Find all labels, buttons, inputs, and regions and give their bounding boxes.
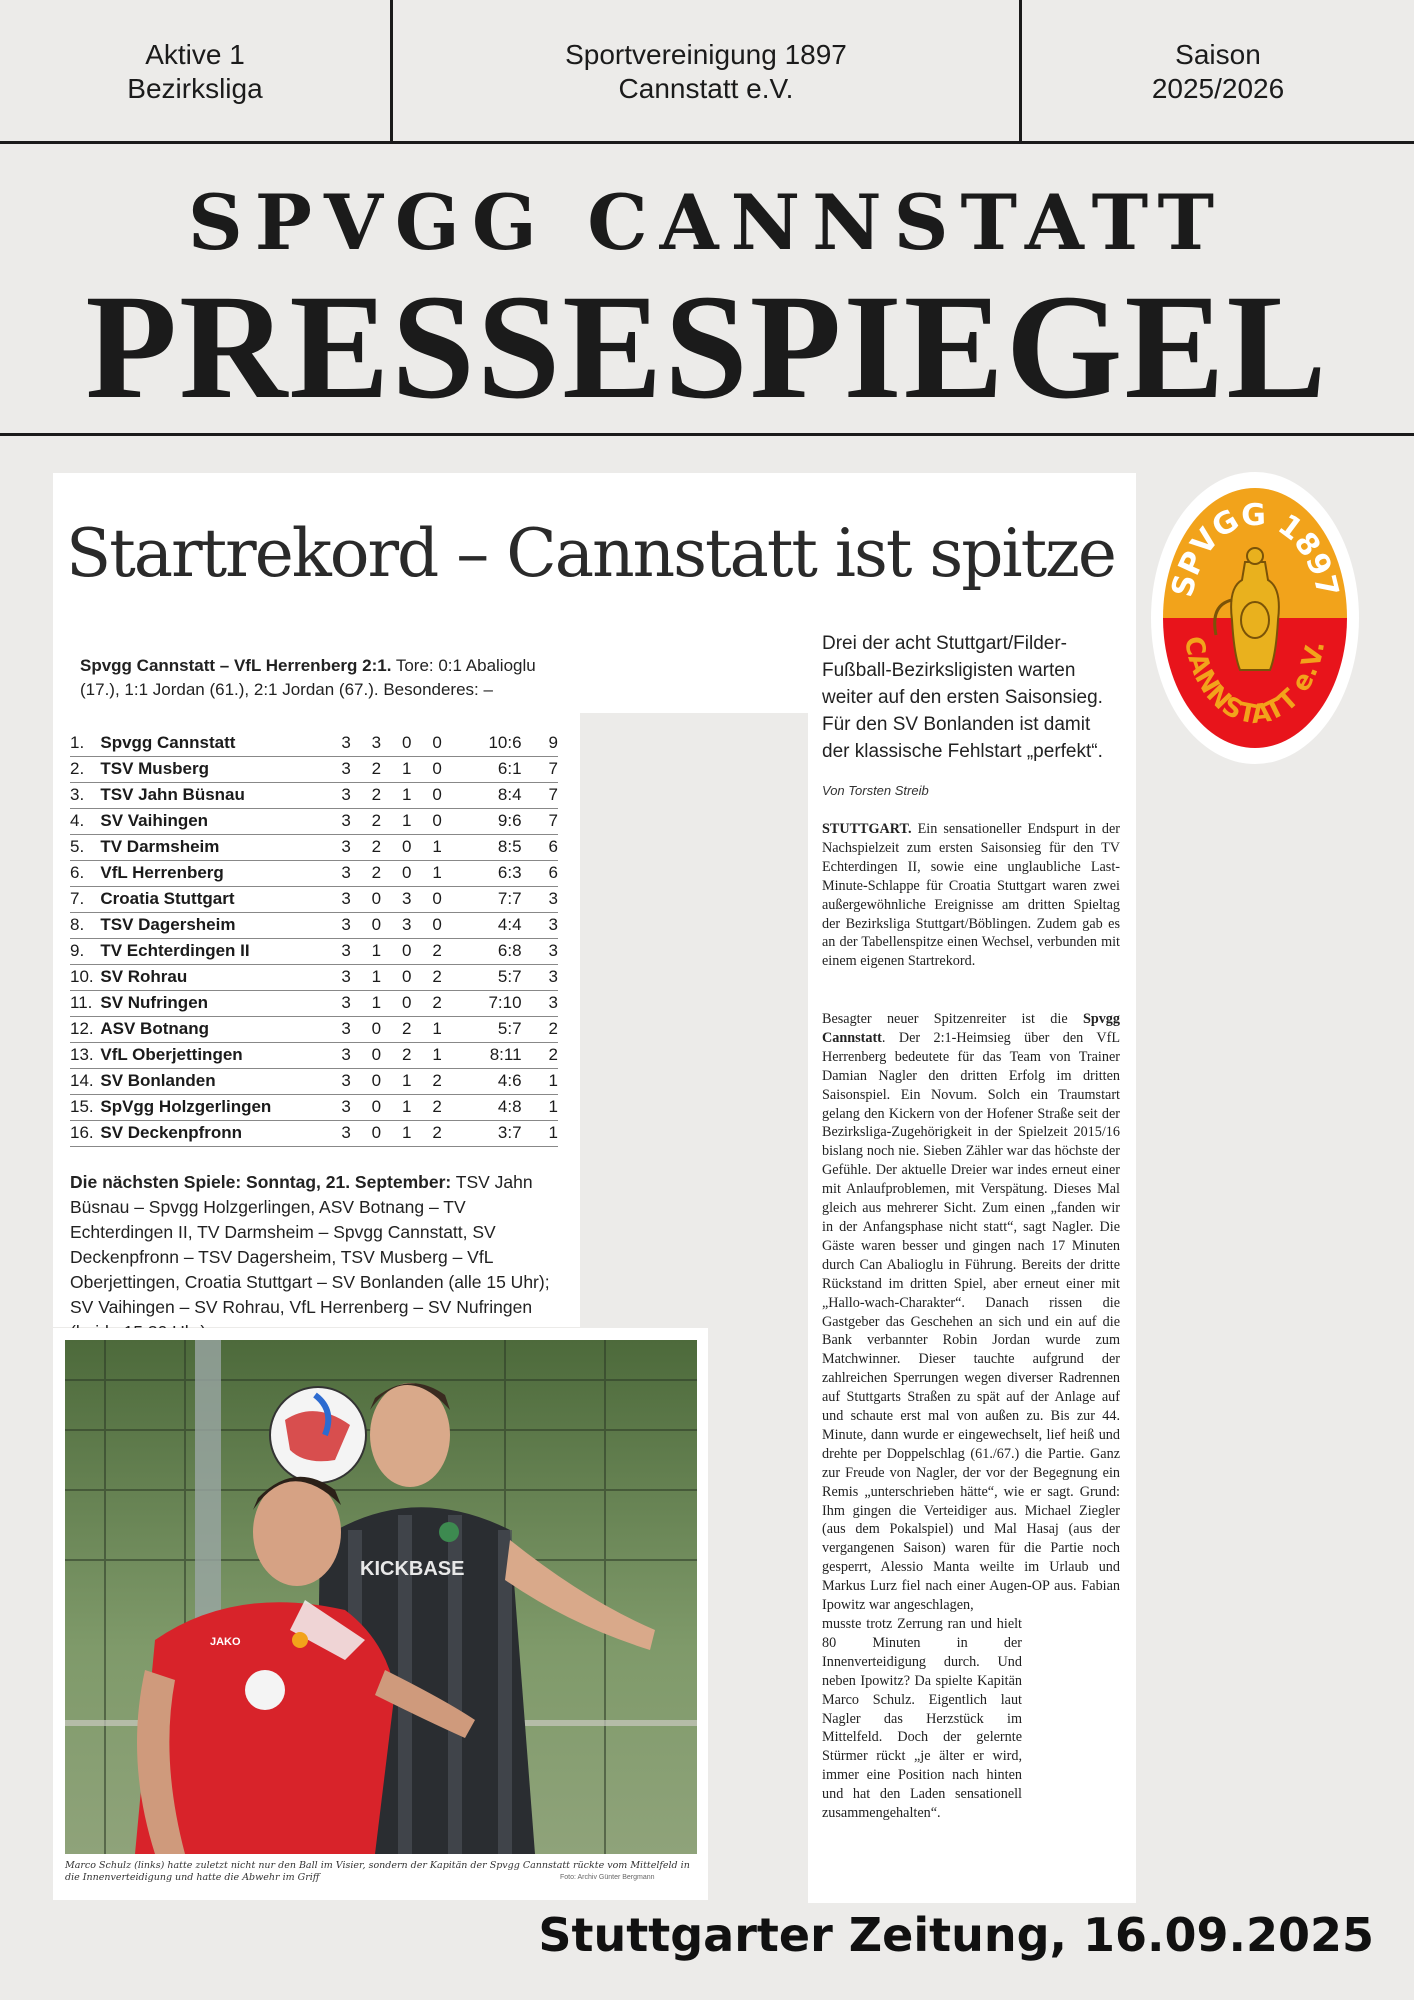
badge-top-text: SPVGG 1897 [1165,497,1345,601]
standing-wins: 0 [372,1120,402,1146]
standing-draws: 3 [402,912,432,938]
standing-goals: 7:7 [463,886,528,912]
photo-credit: Foto: Archiv Günter Bergmann [560,1874,655,1881]
header-club-line2: Cannstatt e.V. [618,73,794,104]
divider [0,433,1414,436]
standing-goals: 6:1 [463,756,528,782]
standing-wins: 0 [372,912,402,938]
standing-team: Spvgg Cannstatt [100,730,341,756]
source-citation: Stuttgarter Zeitung, 16.09.2025 [538,1908,1374,1962]
standing-goals: 5:7 [463,964,528,990]
article-lede: Drei der acht Stuttgart/Filder-Fußball-Bezirksligisten warten weiter auf den ersten Saisonsieg. Für den SV Bonlanden ist damit der klassische Fehlstart „perfekt“. [822,633,1103,762]
standing-points: 3 [528,886,558,912]
table-row [70,1042,558,1068]
article-dateline: STUTTGART. [822,821,912,837]
standing-losses: 2 [432,1120,462,1146]
standing-wins: 0 [372,1016,402,1042]
standing-losses: 2 [432,1094,462,1120]
standing-team: SV Vaihingen [100,808,341,834]
standing-played: 3 [341,1016,371,1042]
standing-goals: 8:4 [463,782,528,808]
standing-played: 3 [341,1094,371,1120]
match-result [80,654,560,702]
standing-losses: 2 [432,990,462,1016]
table-row [70,990,558,1016]
header-season-line2: 2025/2026 [1151,73,1285,104]
header-season [1022,0,1414,144]
standing-wins: 0 [372,1042,402,1068]
standing-losses: 2 [432,964,462,990]
match-result-details: Tore: 0:1 Abalioglu (17.), 1:1 Jordan (61.), 2:1 Jordan (67.). Besonderes: – [80,656,536,699]
standing-points: 1 [528,1068,558,1094]
standing-goals: 8:5 [463,834,528,860]
standing-points: 6 [528,860,558,886]
standing-draws: 1 [402,782,432,808]
standing-draws: 0 [402,990,432,1016]
article-paragraph-1 [822,820,1120,971]
article-paragraph-2-b: . Der 2:1-Heimsieg über den VfL Herrenberg bedeutete für das Team von Trainer Damian Nagler den dritten Erfolg im dritten Saisonspiel. Ein Novum. Solch ein Traumstart gelang den Kickern von der Hofener Straße seit der Bezirksliga-Zugehörigkeit in der Spielzeit 2015/16 bislang noch nie. Sieben Zähler war das höchste der Gefühle. Der aktuelle Dreier war indes erneut einer mit Anlaufproblemen, mit Verspätung. Dieses Mal gleich aus mehrerer Sicht. Zum einen „fanden wir in der Anfangsphase nicht statt“, sagt Nagler. Die Gäste waren besser und gingen nach 17 Minuten durch Can Abalioglu in Führung. Bereits der dritte Rückstand im dritten Spiel, aber erneut einer mit „Hallo-wach-Charakter“. Danach rissen die Gastgeber das Geschehen an sich und ein auf die Bank verbannter Robin Jordan wurde zum Matchwinner. Dieser tauchte aufgrund der zahlreichen Sperrungen wegen diverser Radrennen auf Stuttgarts Straßen zu spät auf der Anlage auf und schaute erst mal von außen zu. Bis zur 44. Minute, dann wurde er eingewechselt, lief heiß und drehte per Doppelschlag (61./67.) die Partie. Ganz zur Freude von Nagler, der vor der Begegnung ein Remis „unterschrieben hätte“, wie er sagt. Grund: Ihm gingen die Verteidiger aus. Michael Ziegler (aus dem Pokalspiel) und Mal Hasaj (aus der vergangenen Saison) waren für die Partie noch gesperrt, Alessio Manta weilte im Urlaub und Markus Lurz fiel nach einer Augen-OP aus. Fabian Ipowitz war angeschlagen, [822,1029,1120,1614]
standing-team: SV Deckenpfronn [100,1120,341,1146]
standing-draws: 3 [402,886,432,912]
standing-wins: 0 [372,1094,402,1120]
standing-points: 2 [528,1016,558,1042]
standing-position: 5. [70,834,100,860]
shirt-sponsor-black: KICKBASE [360,1558,465,1580]
standing-draws: 0 [402,834,432,860]
standing-played: 3 [341,756,371,782]
standing-draws: 0 [402,860,432,886]
club-logo [1150,470,1360,766]
standing-wins: 3 [372,730,402,756]
standing-team: TSV Musberg [100,756,341,782]
standing-played: 3 [341,1120,371,1146]
standing-points: 6 [528,834,558,860]
standing-played: 3 [341,860,371,886]
table-row [70,782,558,808]
table-row [70,938,558,964]
standing-position: 13. [70,1042,100,1068]
standing-wins: 2 [372,834,402,860]
table-row [70,834,558,860]
standing-position: 15. [70,1094,100,1120]
standing-losses: 0 [432,782,462,808]
standing-team: SV Bonlanden [100,1068,341,1094]
table-row [70,808,558,834]
next-matches [70,1170,560,1345]
standing-goals: 9:6 [463,808,528,834]
standing-wins: 0 [372,1068,402,1094]
standing-points: 3 [528,912,558,938]
standing-draws: 0 [402,730,432,756]
standing-wins: 2 [372,782,402,808]
standing-played: 3 [341,964,371,990]
standing-draws: 1 [402,808,432,834]
header-club [390,0,1022,144]
standing-points: 9 [528,730,558,756]
standing-draws: 2 [402,1042,432,1068]
standing-wins: 1 [372,990,402,1016]
standing-draws: 1 [402,1120,432,1146]
match-result-teams: Spvgg Cannstatt – VfL Herrenberg 2:1. [80,656,392,675]
standing-position: 12. [70,1016,100,1042]
standing-losses: 1 [432,1042,462,1068]
table-row [70,730,558,756]
match-photo-illustration [65,1340,697,1854]
standing-losses: 1 [432,1016,462,1042]
standing-position: 1. [70,730,100,756]
standing-goals: 4:6 [463,1068,528,1094]
standing-position: 10. [70,964,100,990]
standing-position: 2. [70,756,100,782]
table-row [70,1016,558,1042]
standing-team: TSV Jahn Büsnau [100,782,341,808]
next-matches-list: TSV Jahn Büsnau – Spvgg Holzgerlingen, ASV Botnang – TV Echterdingen II, TV Darmsheim – Spvgg Cannstatt, SV Deckenpfronn – TSV Dagersheim, TSV Musberg – VfL Oberjettingen, Croatia Stuttgart – SV Bonlanden (alle 15 Uhr); SV Vaihingen – SV Rohrau, VfL Herrenberg – SV Nufringen [70,1172,550,1317]
standing-team: TSV Dagersheim [100,912,341,938]
next-matches-heading: Die nächsten Spiele: Sonntag, 21. September: [70,1172,452,1192]
standing-team: VfL Oberjettingen [100,1042,341,1068]
standing-team: TV Echterdingen II [100,938,341,964]
standing-played: 3 [341,938,371,964]
standing-team: SV Nufringen [100,990,341,1016]
table-row [70,886,558,912]
standing-position: 7. [70,886,100,912]
standing-losses: 0 [432,730,462,756]
standing-points: 7 [528,808,558,834]
standing-wins: 1 [372,964,402,990]
standing-losses: 0 [432,886,462,912]
standing-draws: 1 [402,1094,432,1120]
header-season-line1: Saison [1175,39,1261,70]
standing-position: 6. [70,860,100,886]
standing-draws: 1 [402,1068,432,1094]
standing-points: 2 [528,1042,558,1068]
article-paragraph-1-text: Ein sensationeller Endspurt in der Nachspielzeit zum ersten Saisonsieg für den TV Echterdingen II, sowie eine unglaubliche Last-Minute-Schlappe für Croatia Stuttgart waren zwei außergewöhnliche Ereignisse am dritten Spieltag der Bezirksliga Stuttgart/Böblingen. Zudem gab es an der Tabellenspitze einen Wechsel, verbunden mit einem eigenen Startrekord. [822,821,1120,970]
standing-played: 3 [341,834,371,860]
standing-draws: 2 [402,1016,432,1042]
table-row [70,912,558,938]
standing-played: 3 [341,730,371,756]
article-paragraph-2-narrow: musste trotz Zerrung ran und hielt 80 Minuten in der Innenverteidigung durch. Und neben Ipowitz? Da spielte Kapitän Marco Schulz. Eigentlich laut Nagler das Herzstück im Mittelfeld. Doch der gelernte Stürmer rückt „je älter er wird, immer eine Position nach hinten und hat den Laden sensationell zusammengehalten“. [822,1616,1022,1822]
standing-points: 3 [528,938,558,964]
article-paragraph-2-a: Besagter neuer Spitzenreiter ist die [822,1011,1083,1027]
standing-losses: 1 [432,834,462,860]
standing-goals: 6:3 [463,860,528,886]
standing-goals: 5:7 [463,1016,528,1042]
standing-position: 4. [70,808,100,834]
standing-goals: 6:8 [463,938,528,964]
standing-played: 3 [341,886,371,912]
standing-wins: 1 [372,938,402,964]
standings-table [70,730,558,1147]
standing-losses: 2 [432,938,462,964]
standing-points: 3 [528,964,558,990]
table-row [70,756,558,782]
standing-wins: 2 [372,756,402,782]
header-league-line2: Bezirksliga [127,73,263,104]
standing-team: SV Rohrau [100,964,341,990]
photo-caption: Marco Schulz (links) hatte zuletzt nicht nur den Ball im Visier, sondern der Kapitän der Spvgg Cannstatt rückte vom Mittelfeld in die Innenverteidigung und hatte die Abwehr im Griff [65,1860,690,1883]
page-title: PRESSESPIEGEL [85,264,1329,430]
standing-position: 16. [70,1120,100,1146]
standing-wins: 0 [372,886,402,912]
standing-position: 9. [70,938,100,964]
standing-played: 3 [341,912,371,938]
standing-played: 3 [341,1042,371,1068]
standing-goals: 8:11 [463,1042,528,1068]
standing-played: 3 [341,1068,371,1094]
header-league-line1: Aktive 1 [145,39,245,70]
standing-position: 3. [70,782,100,808]
standing-team: Croatia Stuttgart [100,886,341,912]
standing-losses: 0 [432,756,462,782]
standing-played: 3 [341,808,371,834]
standing-played: 3 [341,990,371,1016]
standing-draws: 0 [402,938,432,964]
match-photo [65,1340,697,1854]
standing-position: 14. [70,1068,100,1094]
standing-points: 7 [528,756,558,782]
standing-goals: 4:8 [463,1094,528,1120]
standing-team: VfL Herrenberg [100,860,341,886]
standing-position: 11. [70,990,100,1016]
football-icon [270,1387,366,1483]
standing-goals: 7:10 [463,990,528,1016]
table-row [70,1120,558,1146]
standing-points: 1 [528,1120,558,1146]
article-paragraph-2 [822,1010,1120,1823]
standing-team: SpVgg Holzgerlingen [100,1094,341,1120]
standing-wins: 2 [372,808,402,834]
standing-team: ASV Botnang [100,1016,341,1042]
table-row [70,1094,558,1120]
standing-losses: 0 [432,912,462,938]
table-row [70,964,558,990]
header-club-line1: Sportvereinigung 1897 [565,39,847,70]
standing-points: 3 [528,990,558,1016]
standing-goals: 10:6 [463,730,528,756]
kicker-title: SPVGG CANNSTATT [187,178,1227,267]
standing-played: 3 [341,782,371,808]
article-paragraph-2-bold: Spvgg Cannstatt [822,1011,1120,1046]
header-strip [0,0,1414,144]
standing-wins: 2 [372,860,402,886]
standing-points: 1 [528,1094,558,1120]
table-row [70,860,558,886]
standing-points: 7 [528,782,558,808]
standing-draws: 0 [402,964,432,990]
header-league [0,0,390,144]
standing-team: TV Darmsheim [100,834,341,860]
article-title: Startrekord – Cannstatt ist spitze [66,515,1115,592]
standing-losses: 0 [432,808,462,834]
badge-bottom-text: CANNSTATT e.V. [1178,634,1332,731]
standing-goals: 3:7 [463,1120,528,1146]
standing-losses: 1 [432,860,462,886]
standing-goals: 4:4 [463,912,528,938]
standing-draws: 1 [402,756,432,782]
standing-losses: 2 [432,1068,462,1094]
shirt-brand-red: JAKO [210,1636,241,1648]
standing-position: 8. [70,912,100,938]
article-byline: Von Torsten Streib [822,783,929,798]
table-row [70,1068,558,1094]
